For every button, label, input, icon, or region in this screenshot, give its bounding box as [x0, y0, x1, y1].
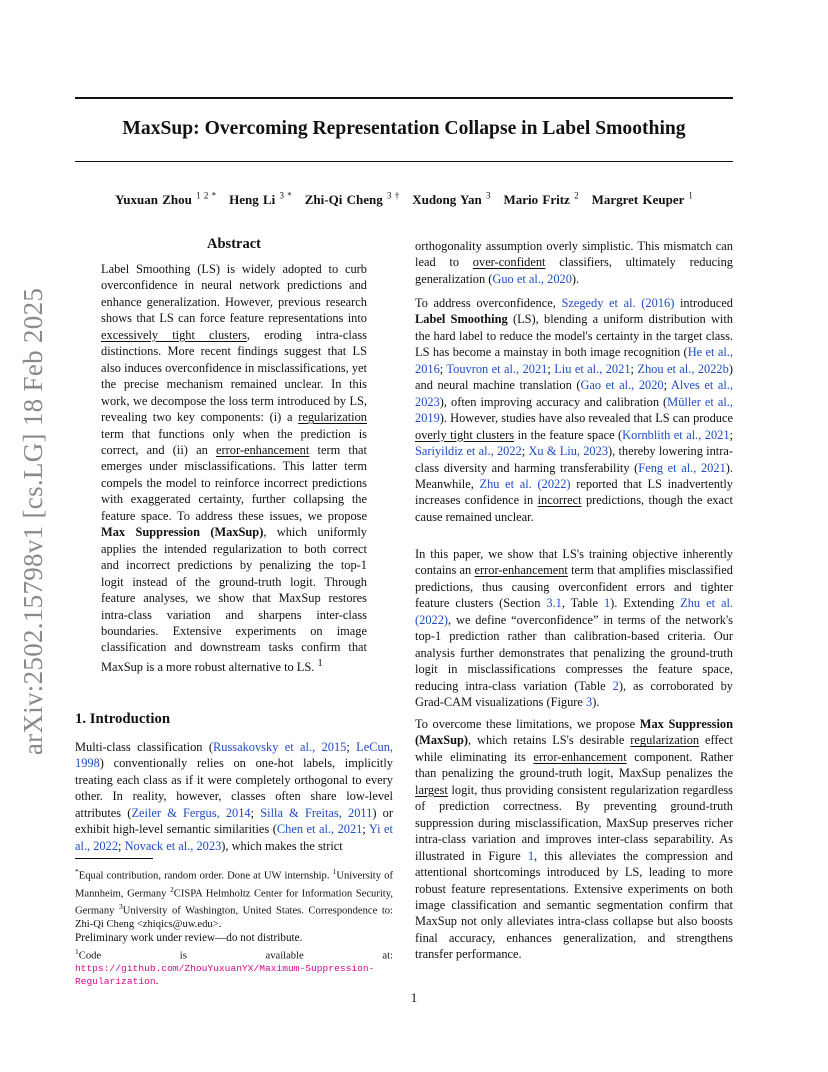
- author-name: Zhi-Qi Cheng $^{3 \dagger}$: [304, 191, 400, 208]
- right-paragraph-1: orthogonality assumption overly simplistic. This mismatch can lead to over-confident classifiers, ultimately reducing generalization (Guo et al., 2020).: [415, 239, 733, 286]
- author-list: [75, 191, 733, 208]
- right-paragraph-3: In this paper, we show that LS's training objective inherently contains an error-enhancement term that amplifies misclassified predictions, thus causing overconfident errors and tighter feature clusters (Section 3.1, Table 1). Extending Zhu et al. (2022), we define “overconfidence” in terms of the network's top-1 prediction rather than calibration-based criteria. Our analysis further demonstrates that penalizing the ground-truth logit in misclassifications compresses the feature space, reducing intra-class variation (Table 2), as corroborated by Grad-CAM visualizations (Figure 3).: [415, 547, 733, 710]
- citation-link[interactable]: Kornblith et al., 2021: [622, 427, 730, 442]
- underlined-term: error-enhancement: [533, 749, 627, 764]
- abstract-body: Label Smoothing (LS) is widely adopted to curb overconfidence in neural network predictions and enhance generalization. However, previous research shows that LS can force feature representations into excessively tight clusters, eroding intra-class distinctions. More recent findings suggest that LS also induces overconfidence in misclassifications, yet the precise mechanism remained unclear. In this work, we decompose the loss term introduced by LS, revealing two key components: (i) a regularization term that functions only when the prediction is correct, and (ii) an error-enhancement term that emerges under misclassifications. This latter term compels the model to reinforce incorrect predictions with exaggerated certainty, further collapsing the feature space. To address these issues, we propose Max Suppression (MaxSup), which uniformly applies the intended regularization to both correct and incorrect predictions by penalizing the top-1 logit instead of the ground-truth logit. Through feature analyses, we show that MaxSup restores intra-class variation and sharpens inter-class boundaries. Extensive experiments on image classification and downstream tasks confirm that MaxSup is a more robust alternative to LS. $^1$: [101, 262, 367, 674]
- citation-link[interactable]: Gao et al., 2020: [580, 378, 664, 393]
- citation-link[interactable]: Russakovsky et al., 2015: [212, 740, 347, 754]
- author-affiliation-mark: 3 *: [279, 191, 292, 201]
- arxiv-stamp: [19, 286, 49, 756]
- author-name: Mario Fritz $^2$: [503, 191, 579, 208]
- citation-link[interactable]: Xu & Liu, 2023: [528, 444, 609, 459]
- superscript: 1: [317, 657, 323, 669]
- superscript: *: [75, 867, 79, 876]
- superscript: 1: [332, 867, 337, 876]
- footnote-affiliations: *Equal contribution, random order. Done at UW internship. $^1$University of Mannheim, Germany $^2$CISPA Helmholtz Center for Information Security, Germany $^3$University of Washington, United States. Correspondence to: Zhi-Qi Cheng <zhiqics@uw.edu>.: [75, 867, 394, 931]
- citation-link[interactable]: Alves et al., 2023: [415, 378, 734, 409]
- citation-link[interactable]: He et al., 2016: [415, 345, 733, 376]
- arxiv-stamp-text: arXiv:2502.15798v1 [cs.LG] 18 Feb 2025: [18, 287, 49, 755]
- citation-link[interactable]: Zeiler & Fergus, 2014: [131, 805, 251, 820]
- citation-link[interactable]: 1: [527, 848, 535, 863]
- citation-link[interactable]: Zhu et al. (2022): [415, 596, 733, 627]
- citation-link[interactable]: Sariyildiz et al., 2022: [415, 444, 522, 459]
- right-paragraph-2: To address overconfidence, Szegedy et al. (2016) introduced Label Smoothing (LS), blending a uniform distribution with the hard label to reduce the model's certainty in the target class. LS has become a mainstay in both image recognition (He et al., 2016; Touvron et al., 2021; Liu et al., 2021; Zhou et al., 2022b) and neural machine translation (Gao et al., 2020; Alves et al., 2023), often improving accuracy and calibration (Müller et al., 2019). However, studies have also revealed that LS can produce overly tight clusters in the feature space (Kornblith et al., 2021; Sariyildiz et al., 2022; Xu & Liu, 2023), thereby lowering intra-class diversity and harming transferability (Feng et al., 2021). Meanwhile, Zhu et al. (2022) reported that LS inadvertently increases confidence in incorrect predictions, though the exact cause remained unclear.: [415, 296, 734, 524]
- author-affiliation-mark: 1: [688, 191, 693, 201]
- bold-term: Max Suppression (MaxSup): [101, 525, 264, 540]
- citation-link[interactable]: Müller et al., 2019: [415, 394, 733, 426]
- superscript: 3: [118, 902, 123, 912]
- author-affiliation-mark: 3: [485, 191, 491, 201]
- citation-link[interactable]: Silla & Freitas, 2011: [260, 805, 373, 820]
- author-affiliation-mark: 3 †: [386, 191, 400, 201]
- citation-link[interactable]: LeCun, 1998: [75, 740, 393, 771]
- citation-link[interactable]: Novack et al., 2023: [124, 838, 222, 853]
- superscript: 2: [170, 884, 174, 894]
- citation-link[interactable]: 1: [603, 596, 611, 611]
- underlined-term: over-confident: [472, 255, 546, 270]
- abstract-heading: Abstract: [207, 236, 261, 252]
- citation-link[interactable]: Liu et al., 2021: [554, 361, 631, 376]
- author-name: Heng Li $^{3 *}$: [229, 191, 292, 208]
- preliminary-notice: Preliminary work under review—do not distribute.: [75, 932, 303, 944]
- citation-link[interactable]: Feng et al., 2021: [638, 460, 726, 475]
- underlined-term: error-enhancement: [216, 442, 310, 457]
- citation-link[interactable]: Yi et al., 2022: [75, 822, 394, 853]
- underlined-term: largest: [415, 782, 448, 797]
- citation-link[interactable]: Touvron et al., 2021: [446, 361, 548, 376]
- author-name: Xudong Yan $^3$: [412, 191, 491, 208]
- page-number: 1: [410, 990, 418, 1005]
- citation-link[interactable]: Chen et al., 2021: [276, 822, 363, 837]
- title-top-rule: [75, 97, 733, 99]
- author-name: Yuxuan Zhou $^{1 2 *}$: [115, 191, 217, 208]
- underlined-term: regularization: [630, 733, 700, 748]
- citation-link[interactable]: 3: [586, 695, 593, 710]
- bold-term: Max Suppression (MaxSup): [415, 717, 733, 748]
- section-heading-introduction: 1. Introduction: [75, 711, 171, 727]
- underlined-term: incorrect: [537, 493, 582, 508]
- underlined-term: overly tight clusters: [415, 427, 515, 442]
- citation-link[interactable]: 2: [612, 678, 619, 693]
- citation-link[interactable]: Zhu et al. (2022): [479, 476, 571, 491]
- superscript: 1: [75, 947, 79, 956]
- intro-paragraph: Multi-class classification (Russakovsky et al., 2015; LeCun, 1998) conventionally relies on one-hot labels, implicitly treating each class as if it were completely orthogonal to every other. In reality, however, classes often share low-level attributes (Zeiler & Fergus, 2014; Silla & Freitas, 2011) or exhibit high-level semantic similarities (Chen et al., 2021; Yi et al., 2022; Novack et al., 2023), which makes the strict: [75, 740, 394, 853]
- citation-link[interactable]: 3.1: [546, 596, 562, 611]
- footnote-code: $^1$Code is available at: https://github.com/ZhouYuxuanYX/Maximum-Suppression-Regularization.: [75, 947, 393, 987]
- underlined-term: error-enhancement: [474, 563, 568, 578]
- underlined-term: regularization: [298, 410, 367, 425]
- citation-link[interactable]: Guo et al., 2020: [492, 271, 572, 286]
- bold-term: Label Smoothing: [415, 312, 508, 327]
- author-affiliation-mark: 1 2 *: [196, 191, 217, 201]
- footnote-rule: [75, 858, 153, 859]
- citation-link[interactable]: Szegedy et al. (2016): [561, 296, 675, 310]
- paper-title: MaxSup: Overcoming Representation Collapse in Label Smoothing: [122, 118, 686, 139]
- code-url-link[interactable]: https://github.com/ZhouYuxuanYX/Maximum-Suppression-Regularization: [75, 963, 375, 987]
- author-affiliation-mark: 2: [574, 191, 579, 201]
- underlined-term: excessively tight clusters: [101, 327, 247, 342]
- author-name: Margret Keuper $^1$: [591, 191, 693, 208]
- citation-link[interactable]: Zhou et al., 2022b: [637, 361, 729, 376]
- right-paragraph-4: To overcome these limitations, we propose Max Suppression (MaxSup), which retains LS's desirable regularization effect while eliminating its error-enhancement component. Rather than penalizing the ground-truth logit, MaxSup penalizes the largest logit, thus providing consistent regularization regardless of prediction correctness. By preventing ground-truth suppression during misclassification, MaxSup preserves richer intra-class variation and improves inter-class separability. As illustrated in Figure 1, this alleviates the compression and attentional shortcomings introduced by LS, leading to more robust feature representations. Extensive experiments on both image classification and semantic segmentation confirm that MaxSup not only alleviates intra-class collapse but also boosts final accuracy, enhances generalization, and strengthens transfer performance.: [415, 717, 733, 962]
- title-bottom-rule: [75, 161, 733, 162]
